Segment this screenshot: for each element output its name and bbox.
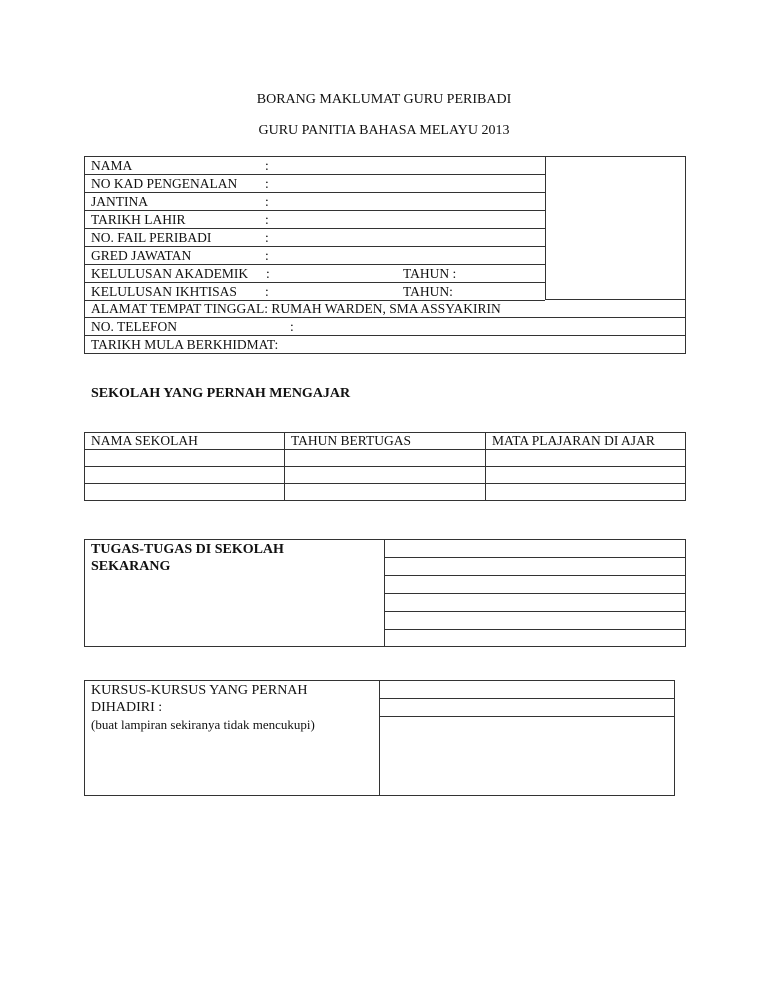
colon: : bbox=[265, 248, 269, 263]
table-cell[interactable] bbox=[285, 450, 486, 467]
courses-label-cell bbox=[85, 681, 380, 795]
duty-line bbox=[385, 611, 685, 612]
row-alamat bbox=[85, 300, 685, 318]
table-cell[interactable] bbox=[85, 467, 285, 484]
colon: : bbox=[265, 284, 269, 299]
row-telefon bbox=[85, 318, 685, 336]
col-nama-sekolah: NAMA SEKOLAH bbox=[85, 433, 285, 450]
table-cell[interactable] bbox=[285, 484, 486, 501]
colon: : bbox=[265, 194, 269, 209]
col-mata-pelajaran: MATA PLAJARAN DI AJAR bbox=[486, 433, 686, 450]
course-line bbox=[380, 698, 674, 699]
duties-label: TUGAS-TUGAS DI SEKOLAH SEKARANG bbox=[91, 542, 284, 574]
label-tarikh-lahir: TARIKH LAHIR bbox=[91, 212, 186, 227]
table-cell[interactable] bbox=[85, 450, 285, 467]
table-cell[interactable] bbox=[85, 484, 285, 501]
row-tarikh-lahir bbox=[85, 211, 545, 229]
schools-table bbox=[84, 432, 686, 501]
label-nama: NAMA bbox=[91, 158, 133, 173]
table-cell[interactable] bbox=[285, 467, 486, 484]
form-title: BORANG MAKLUMAT GURU PERIBADI bbox=[256, 92, 512, 107]
label-ikhtisas-tahun: TAHUN: bbox=[403, 284, 453, 299]
label-no-kad: NO KAD PENGENALAN bbox=[91, 176, 238, 191]
colon: : bbox=[265, 176, 269, 191]
label-jantina: JANTINA bbox=[91, 194, 148, 209]
schools-heading: SEKOLAH YANG PERNAH MENGAJAR bbox=[91, 386, 351, 401]
row-nama bbox=[85, 157, 545, 175]
colon: : bbox=[290, 319, 294, 334]
label-tarikh-mula: TARIKH MULA BERKHIDMAT: bbox=[91, 337, 279, 352]
duty-line bbox=[385, 575, 685, 576]
label-ikhtisas: KELULUSAN IKHTISAS bbox=[91, 284, 237, 299]
duty-line bbox=[385, 557, 685, 558]
row-gred bbox=[85, 247, 545, 265]
duties-label-cell bbox=[85, 540, 385, 646]
table-row bbox=[85, 467, 686, 484]
label-akademik-tahun: TAHUN : bbox=[403, 266, 457, 281]
courses-note: (buat lampiran sekiranya tidak mencukupi) bbox=[91, 717, 315, 732]
courses-label: KURSUS-KURSUS YANG PERNAH DIHADIRI : bbox=[91, 683, 308, 715]
label-alamat: ALAMAT TEMPAT TINGGAL: RUMAH WARDEN, SMA ASSYAKIRIN bbox=[91, 301, 501, 316]
row-akademik bbox=[85, 265, 545, 283]
table-cell[interactable] bbox=[486, 467, 686, 484]
row-ikhtisas bbox=[85, 283, 545, 301]
col-tahun-bertugas: TAHUN BERTUGAS bbox=[285, 433, 486, 450]
row-no-fail bbox=[85, 229, 545, 247]
duty-line bbox=[385, 629, 685, 630]
personal-info-table bbox=[84, 156, 686, 354]
duties-box bbox=[84, 539, 686, 647]
colon: : bbox=[266, 266, 270, 281]
row-no-kad bbox=[85, 175, 545, 193]
courses-box bbox=[84, 680, 675, 796]
colon: : bbox=[265, 230, 269, 245]
colon: : bbox=[265, 158, 269, 173]
label-no-fail: NO. FAIL PERIBADI bbox=[91, 230, 212, 245]
row-tarikh-mula bbox=[85, 336, 685, 354]
label-gred: GRED JAWATAN bbox=[91, 248, 192, 263]
colon: : bbox=[265, 212, 269, 227]
duty-line bbox=[385, 593, 685, 594]
label-telefon: NO. TELEFON bbox=[91, 319, 177, 334]
row-jantina bbox=[85, 193, 545, 211]
table-row bbox=[85, 450, 686, 467]
form-subtitle: GURU PANITIA BAHASA MELAYU 2013 bbox=[258, 123, 510, 138]
table-cell[interactable] bbox=[486, 450, 686, 467]
photo-box bbox=[545, 157, 686, 300]
table-row bbox=[85, 484, 686, 501]
table-cell[interactable] bbox=[486, 484, 686, 501]
label-akademik: KELULUSAN AKADEMIK bbox=[91, 266, 249, 281]
course-line bbox=[380, 716, 674, 717]
table-header-row bbox=[85, 433, 686, 450]
